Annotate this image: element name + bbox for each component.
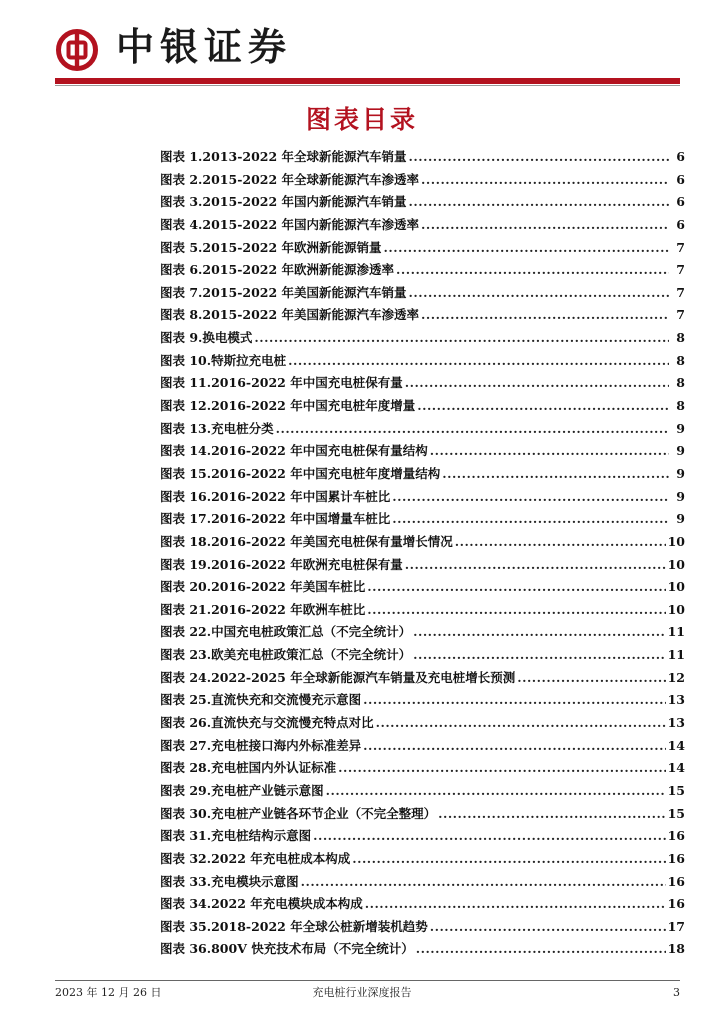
toc-entry[interactable] xyxy=(160,757,685,780)
toc-dot-leader xyxy=(254,327,669,350)
toc-entry[interactable] xyxy=(160,395,685,418)
toc-entry-page: 8 xyxy=(676,352,685,368)
toc-dot-leader xyxy=(409,282,669,305)
toc-entry[interactable] xyxy=(160,304,685,327)
toc-dot-leader xyxy=(367,576,665,599)
table-of-figures xyxy=(160,146,685,961)
toc-entry[interactable] xyxy=(160,825,685,848)
toc-dot-leader xyxy=(338,757,665,780)
toc-dot-leader xyxy=(421,304,669,327)
footer-report-name: 充电桩行业深度报告 xyxy=(312,986,412,999)
toc-entry[interactable] xyxy=(160,803,685,826)
toc-entry[interactable] xyxy=(160,848,685,871)
toc-entry-label: 图表 33.充电模块示意图 xyxy=(160,873,299,889)
toc-entry[interactable] xyxy=(160,372,685,395)
toc-entry-label: 图表 30.充电桩产业链各环节企业（不完全整理） xyxy=(160,805,437,821)
toc-entry-label: 图表 12.2016-2022 年中国充电桩年度增量 xyxy=(160,398,416,414)
toc-dot-leader xyxy=(438,803,665,826)
toc-entry-label: 图表 16.2016-2022 年中国累计车桩比 xyxy=(160,488,391,504)
toc-entry-label: 图表 28.充电桩国内外认证标准 xyxy=(160,760,337,776)
toc-entry-label: 图表 29.充电桩产业链示意图 xyxy=(160,782,324,798)
toc-dot-leader xyxy=(405,554,666,577)
toc-entry-page: 7 xyxy=(676,262,685,278)
toc-entry-label: 图表 18.2016-2022 年美国充电桩保有量增长情况 xyxy=(160,533,453,549)
toc-dot-leader xyxy=(288,350,669,373)
footer-divider xyxy=(55,980,680,981)
toc-entry-page: 12 xyxy=(667,669,685,685)
toc-entry-page: 9 xyxy=(676,420,685,436)
toc-entry[interactable] xyxy=(160,169,685,192)
brand-name: 中银证券 xyxy=(116,24,293,69)
toc-entry-label: 图表 2.2015-2022 年全球新能源汽车渗透率 xyxy=(160,171,420,187)
toc-entry-page: 10 xyxy=(667,556,685,572)
toc-entry[interactable] xyxy=(160,350,685,373)
toc-dot-leader xyxy=(413,644,665,667)
toc-entry-page: 15 xyxy=(667,805,685,821)
toc-entry-page: 15 xyxy=(667,782,685,798)
toc-entry[interactable] xyxy=(160,282,685,305)
toc-entry-page: 16 xyxy=(667,896,685,912)
toc-entry[interactable] xyxy=(160,916,685,939)
toc-entry-label: 图表 32.2022 年充电桩成本构成 xyxy=(160,850,351,866)
header-divider-thin xyxy=(55,85,680,86)
toc-entry[interactable] xyxy=(160,508,685,531)
toc-entry-page: 7 xyxy=(676,284,685,300)
toc-entry-page: 14 xyxy=(667,760,685,776)
toc-entry[interactable] xyxy=(160,735,685,758)
toc-dot-leader xyxy=(363,689,665,712)
toc-entry-label: 图表 9.换电模式 xyxy=(160,330,253,346)
toc-dot-leader xyxy=(396,259,669,282)
toc-entry[interactable] xyxy=(160,667,685,690)
toc-entry[interactable] xyxy=(160,938,685,961)
toc-entry-label: 图表 6.2015-2022 年欧洲新能源渗透率 xyxy=(160,262,395,278)
toc-entry[interactable] xyxy=(160,327,685,350)
toc-dot-leader xyxy=(301,871,666,894)
toc-entry[interactable] xyxy=(160,576,685,599)
toc-entry-label: 图表 11.2016-2022 年中国充电桩保有量 xyxy=(160,375,403,391)
toc-dot-leader xyxy=(376,712,666,735)
toc-entry[interactable] xyxy=(160,554,685,577)
toc-entry-label: 图表 7.2015-2022 年美国新能源汽车销量 xyxy=(160,284,407,300)
toc-entry[interactable] xyxy=(160,644,685,667)
toc-dot-leader xyxy=(413,621,665,644)
toc-entry-page: 9 xyxy=(676,443,685,459)
toc-entry-page: 13 xyxy=(667,715,685,731)
toc-entry-label: 图表 10.特斯拉充电桩 xyxy=(160,352,287,368)
toc-entry-page: 14 xyxy=(667,737,685,753)
toc-entry[interactable] xyxy=(160,146,685,169)
toc-entry-label: 图表 1.2013-2022 年全球新能源汽车销量 xyxy=(160,149,407,164)
toc-entry-page: 11 xyxy=(667,624,685,640)
bank-of-china-logo-icon xyxy=(55,28,99,72)
toc-entry-label: 图表 36.800V 快充技术布局（不完全统计） xyxy=(160,941,414,957)
toc-entry-page: 18 xyxy=(667,941,685,957)
toc-entry-page: 13 xyxy=(667,692,685,708)
toc-entry[interactable] xyxy=(160,531,685,554)
toc-dot-leader xyxy=(367,599,665,622)
toc-entry[interactable] xyxy=(160,621,685,644)
toc-dot-leader xyxy=(421,214,669,237)
toc-entry-label: 图表 5.2015-2022 年欧洲新能源销量 xyxy=(160,239,382,255)
toc-entry-page: 16 xyxy=(667,850,685,866)
toc-entry-page: 10 xyxy=(667,601,685,617)
toc-entry[interactable] xyxy=(160,780,685,803)
toc-entry-label: 图表 14.2016-2022 年中国充电桩保有量结构 xyxy=(160,443,428,459)
toc-entry-label: 图表 15.2016-2022 年中国充电桩年度增量结构 xyxy=(160,465,441,481)
toc-entry[interactable] xyxy=(160,418,685,441)
toc-entry[interactable] xyxy=(160,259,685,282)
toc-entry[interactable] xyxy=(160,440,685,463)
toc-dot-leader xyxy=(455,531,666,554)
toc-dot-leader xyxy=(409,191,669,214)
toc-dot-leader xyxy=(417,395,669,418)
toc-entry-label: 图表 27.充电桩接口海内外标准差异 xyxy=(160,737,362,753)
toc-entry-label: 图表 20.2016-2022 年美国车桩比 xyxy=(160,579,366,595)
toc-dot-leader xyxy=(405,372,669,395)
toc-entry-page: 8 xyxy=(676,375,685,391)
toc-dot-leader xyxy=(421,169,669,192)
toc-entry-label: 图表 23.欧美充电桩政策汇总（不完全统计） xyxy=(160,647,412,663)
toc-dot-leader xyxy=(363,735,665,758)
toc-entry-page: 9 xyxy=(676,488,685,504)
toc-dot-leader xyxy=(326,780,666,803)
page-header xyxy=(0,0,724,90)
toc-entry-page: 9 xyxy=(676,511,685,527)
toc-dot-leader xyxy=(276,418,669,441)
toc-entry[interactable] xyxy=(160,214,685,237)
toc-entry[interactable] xyxy=(160,191,685,214)
toc-entry-page: 6 xyxy=(676,194,685,210)
toc-entry-label: 图表 22.中国充电桩政策汇总（不完全统计） xyxy=(160,624,412,640)
toc-entry-page: 6 xyxy=(676,171,685,187)
toc-entry-page: 9 xyxy=(676,465,685,481)
toc-entry-label: 图表 31.充电桩结构示意图 xyxy=(160,828,312,844)
toc-entry-label: 图表 26.直流快充与交流慢充特点对比 xyxy=(160,715,374,731)
toc-entry-label: 图表 24.2022-2025 年全球新能源汽车销量及充电桩增长预测 xyxy=(160,669,516,685)
toc-dot-leader xyxy=(352,848,665,871)
toc-dot-leader xyxy=(392,508,669,531)
toc-entry-page: 10 xyxy=(667,533,685,549)
toc-entry-page: 7 xyxy=(676,307,685,323)
toc-entry-page: 6 xyxy=(676,216,685,232)
toc-entry[interactable] xyxy=(160,463,685,486)
toc-entry[interactable] xyxy=(160,712,685,735)
toc-entry-page: 8 xyxy=(676,398,685,414)
toc-entry-label: 图表 17.2016-2022 年中国增量车桩比 xyxy=(160,511,391,527)
toc-entry[interactable] xyxy=(160,237,685,260)
toc-entry-label: 图表 34.2022 年充电模块成本构成 xyxy=(160,896,363,912)
toc-entry-page: 8 xyxy=(676,330,685,346)
toc-entry-page: 17 xyxy=(667,918,685,934)
toc-entry-label: 图表 21.2016-2022 年欧洲车桩比 xyxy=(160,601,366,617)
toc-entry-label: 图表 19.2016-2022 年欧洲充电桩保有量 xyxy=(160,556,403,572)
toc-entry-label: 图表 13.充电桩分类 xyxy=(160,420,274,436)
toc-entry-page: 6 xyxy=(676,149,685,164)
page-title: 图表目录 xyxy=(305,105,418,134)
toc-dot-leader xyxy=(384,237,669,260)
toc-entry-label: 图表 8.2015-2022 年美国新能源汽车渗透率 xyxy=(160,307,420,323)
header-divider xyxy=(55,78,680,84)
toc-entry-label: 图表 4.2015-2022 年国内新能源汽车渗透率 xyxy=(160,216,420,232)
toc-dot-leader xyxy=(365,893,666,916)
toc-entry[interactable] xyxy=(160,599,685,622)
toc-entry-label: 图表 35.2018-2022 年全球公桩新增装机趋势 xyxy=(160,918,428,934)
toc-dot-leader xyxy=(430,916,666,939)
toc-dot-leader xyxy=(313,825,665,848)
footer-date: 2023 年 12 月 26 日 xyxy=(55,986,162,999)
toc-entry-label: 图表 3.2015-2022 年国内新能源汽车销量 xyxy=(160,194,407,210)
toc-dot-leader xyxy=(430,440,669,463)
toc-dot-leader xyxy=(416,938,666,961)
toc-dot-leader xyxy=(442,463,669,486)
toc-dot-leader xyxy=(392,486,669,509)
toc-entry[interactable] xyxy=(160,893,685,916)
toc-entry[interactable] xyxy=(160,689,685,712)
toc-entry-page: 11 xyxy=(667,647,685,663)
toc-entry-label: 图表 25.直流快充和交流慢充示意图 xyxy=(160,692,362,708)
toc-dot-leader xyxy=(409,146,669,169)
toc-dot-leader xyxy=(517,667,665,690)
footer-page-number: 3 xyxy=(673,986,680,999)
toc-entry[interactable] xyxy=(160,871,685,894)
toc-entry-page: 16 xyxy=(667,828,685,844)
toc-entry-page: 16 xyxy=(667,873,685,889)
toc-entry[interactable] xyxy=(160,486,685,509)
toc-entry-page: 10 xyxy=(667,579,685,595)
toc-entry-page: 7 xyxy=(676,239,685,255)
